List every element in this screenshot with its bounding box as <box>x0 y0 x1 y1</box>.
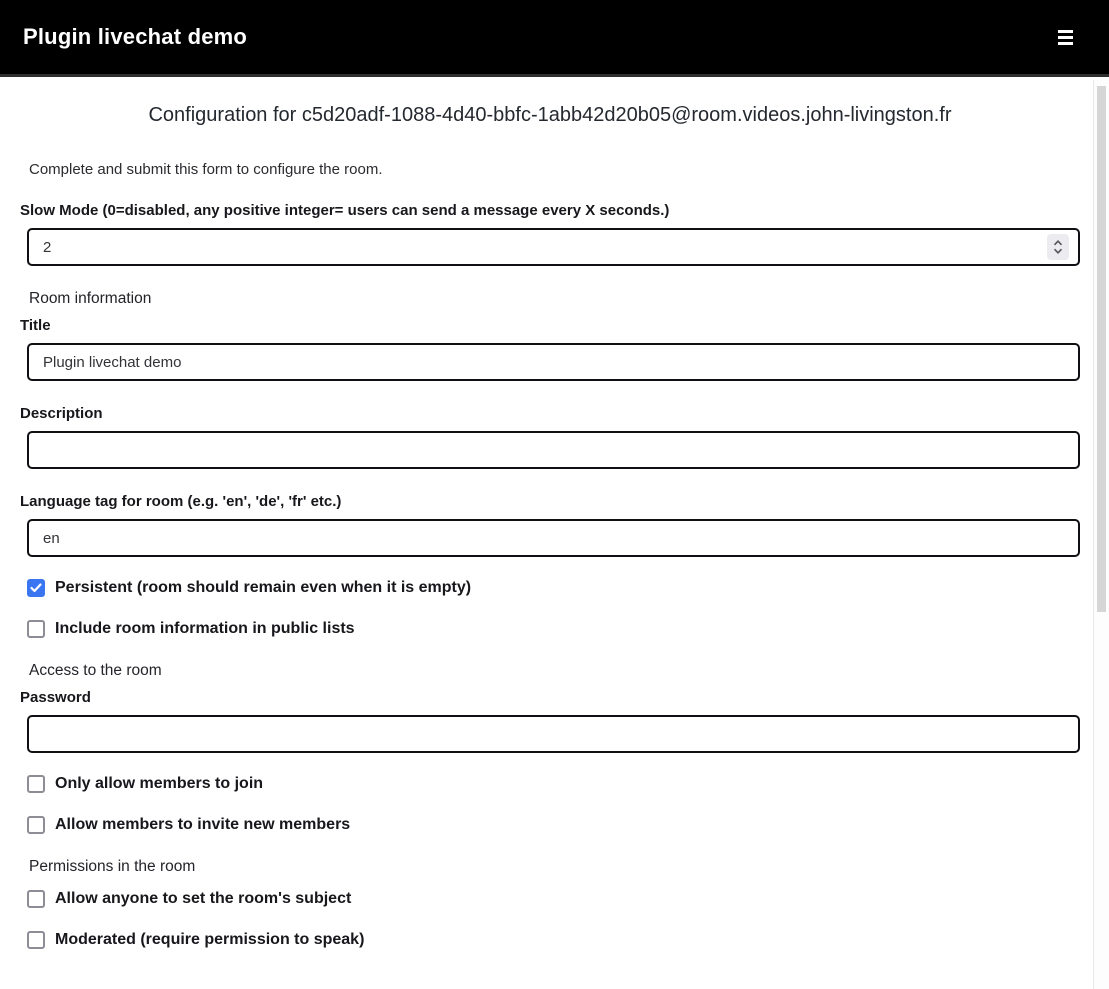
vertical-scrollbar[interactable] <box>1093 80 1109 989</box>
moderated-label: Moderated (require permission to speak) <box>55 931 365 948</box>
section-room-information: Room information <box>29 290 152 307</box>
moderated-checkbox-row[interactable] <box>27 931 1080 949</box>
password-label: Password <box>20 689 91 706</box>
password-input[interactable] <box>27 715 1080 753</box>
form-instructions: Complete and submit this form to configure the room. <box>29 161 383 178</box>
hamburger-bar <box>1058 42 1073 45</box>
app-title: Plugin livechat demo <box>23 24 248 49</box>
members-invite-checkbox-row[interactable] <box>27 816 1080 834</box>
title-label: Title <box>20 317 51 334</box>
persistent-checkbox[interactable] <box>27 579 45 597</box>
chevron-up-icon <box>1053 240 1063 246</box>
members-invite-label: Allow members to invite new members <box>55 816 351 833</box>
description-label: Description <box>20 405 103 422</box>
number-stepper-icon[interactable] <box>1047 234 1069 260</box>
configuration-page <box>0 104 1093 989</box>
members-only-checkbox[interactable] <box>27 775 45 793</box>
language-input[interactable] <box>27 519 1080 557</box>
checkmark-icon <box>30 583 42 593</box>
public-list-checkbox-row[interactable] <box>27 620 1080 638</box>
members-only-checkbox-row[interactable] <box>27 775 1080 793</box>
slow-mode-value: 2 <box>43 238 52 256</box>
slow-mode-label: Slow Mode (0=disabled, any positive integer= users can send a message every X seconds.) <box>20 202 670 219</box>
description-input[interactable] <box>27 431 1080 469</box>
members-only-label: Only allow members to join <box>55 775 264 792</box>
change-subject-label: Allow anyone to set the room's subject <box>55 890 352 907</box>
persistent-checkbox-row[interactable] <box>27 579 1080 597</box>
language-label: Language tag for room (e.g. 'en', 'de', 'fr' etc.) <box>20 493 342 510</box>
members-invite-checkbox[interactable] <box>27 816 45 834</box>
public-list-checkbox[interactable] <box>27 620 45 638</box>
section-permissions: Permissions in the room <box>29 858 196 875</box>
room-configuration-form <box>20 161 1080 949</box>
page-title: Configuration for c5d20adf-1088-4d40-bbfc-1abb42d20b05@room.videos.john-livingston.fr <box>148 104 952 126</box>
change-subject-checkbox[interactable] <box>27 890 45 908</box>
slow-mode-input[interactable] <box>27 228 1080 266</box>
hamburger-bar <box>1058 30 1073 33</box>
public-list-label: Include room information in public lists <box>55 620 355 637</box>
moderated-checkbox[interactable] <box>27 931 45 949</box>
section-access: Access to the room <box>29 662 162 679</box>
scrollbar-thumb[interactable] <box>1097 86 1106 612</box>
app-header <box>0 0 1109 77</box>
change-subject-checkbox-row[interactable] <box>27 890 1080 908</box>
chevron-down-icon <box>1053 248 1063 254</box>
title-input[interactable] <box>27 343 1080 381</box>
hamburger-bar <box>1058 36 1073 39</box>
persistent-label: Persistent (room should remain even when it is empty) <box>55 579 472 596</box>
hamburger-icon[interactable] <box>1054 26 1077 49</box>
